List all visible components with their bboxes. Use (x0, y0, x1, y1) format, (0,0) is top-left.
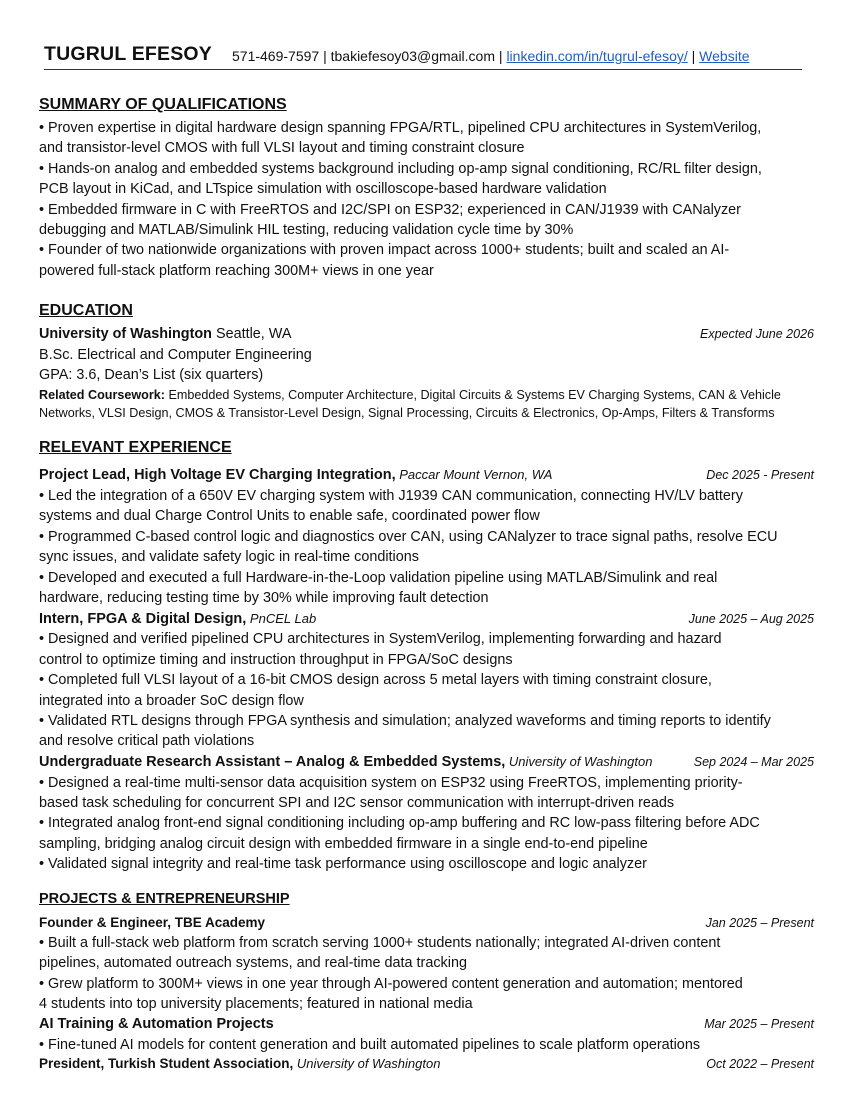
project-bullet-line: • Grew platform to 300M+ views in one year through AI-powered content generation and automation; mentored (39, 976, 743, 992)
summary-line: PCB layout in KiCad, and LTspice simulation with oscilloscope-based hardware validation (39, 181, 607, 197)
summary-line: • Hands-on analog and embedded systems background including op-amp signal conditioning, RC/RL filter design, (39, 161, 762, 177)
project-role: Founder & Engineer, TBE Academy (39, 915, 266, 930)
summary-line: powered full-stack platform reaching 300M+ views in one year (39, 263, 434, 279)
summary-line: debugging and MATLAB/Simulink HIL testing, reducing validation cycle time by 30% (39, 222, 574, 238)
job-date: Sep 2024 – Mar 2025 (693, 755, 814, 769)
website-link[interactable]: Website (699, 48, 750, 64)
job-bullet-line: • Validated signal integrity and real-time task performance using oscilloscope and logic analyzer (39, 856, 647, 872)
job-bullet-line: • Integrated analog front-end signal conditioning including op-amp buffering and RC low-pass filtering before ADC (39, 815, 760, 831)
project-role: President, Turkish Student Association, (39, 1056, 294, 1071)
linkedin-link[interactable]: linkedin.com/in/tugrul-efesoy/ (506, 48, 688, 64)
coursework-label: Related Coursework: (39, 388, 165, 402)
job-bullet-line: • Designed a real-time multi-sensor data acquisition system on ESP32 using FreeRTOS, implementing priority- (39, 775, 743, 791)
gpa: GPA: 3.6, Dean’s List (six quarters) (39, 367, 264, 383)
education-school-line (39, 324, 291, 344)
summary-line: • Proven expertise in digital hardware design spanning FPGA/RTL, pipelined CPU architectures in SystemVerilog, (39, 120, 762, 136)
contact-line (232, 48, 750, 64)
experience-section-title: RELEVANT EXPERIENCE (39, 439, 232, 456)
job-role: Undergraduate Research Assistant – Analog & Embedded Systems, (39, 754, 506, 770)
job-bullet-line: • Developed and executed a full Hardware-in-the-Loop validation pipeline using MATLAB/Simulink and real (39, 570, 718, 586)
job-date: June 2025 – Aug 2025 (688, 612, 814, 626)
job-bullet-line: hardware, reducing testing time by 30% while improving fault detection (39, 590, 489, 606)
job-bullet-line: systems and dual Charge Control Units to enable safe, coordinated power flow (39, 508, 540, 524)
separator: | (319, 48, 331, 64)
job-bullet-line: • Completed full VLSI layout of a 16-bit CMOS design across 5 metal layers with timing constraint closure, (39, 672, 712, 688)
email-address: tbakiefesoy03@gmail.com (330, 48, 496, 64)
project-bullet-line: • Built a full-stack web platform from scratch serving 1000+ students nationally; integrated AI-driven content (39, 935, 721, 951)
job-role: Project Lead, High Voltage EV Charging Integration, (39, 467, 396, 483)
coursework-line: Networks, VLSI Design, CMOS & Transistor-Level Design, Signal Processing, Circuits & Electronics, Op-Amps, Filters & Transforms (39, 406, 775, 420)
project-date: Oct 2022 – Present (706, 1057, 814, 1071)
project-bullet-line: pipelines, automated outreach systems, and real-time data tracking (39, 955, 467, 971)
job-org: PnCEL Lab (246, 611, 317, 626)
candidate-name: TUGRUL EFESOY (44, 43, 213, 65)
resume-header (44, 43, 802, 70)
job-role: Intern, FPGA & Digital Design, (39, 611, 247, 627)
job-bullet-line: and resolve critical path violations (39, 733, 255, 749)
job-bullet-line: • Led the integration of a 650V EV charging system with J1939 CAN communication, connecting HV/LV battery (39, 488, 743, 504)
school-location: Seattle, WA (211, 326, 292, 342)
project-bullet-line: 4 students into top university placements; featured in national media (39, 996, 473, 1012)
job-date: Dec 2025 - Present (706, 468, 814, 482)
degree: B.Sc. Electrical and Computer Engineering (39, 347, 312, 363)
phone-number: 571-469-7597 (232, 48, 320, 64)
education-section-title: EDUCATION (39, 302, 133, 319)
job-org: Paccar Mount Vernon, WA (395, 467, 553, 482)
coursework-text: Embedded Systems, Computer Architecture, Digital Circuits & Systems EV Charging Systems, CAN & Vehicle (164, 388, 781, 402)
job-title-line (39, 752, 652, 772)
job-org: University of Washington (505, 754, 653, 769)
coursework-line (39, 386, 781, 404)
school-name: University of Washington (39, 326, 212, 342)
project-date: Jan 2025 – Present (705, 916, 814, 930)
job-bullet-line: integrated into a broader SoC design flow (39, 693, 304, 709)
job-bullet-line: control to optimize timing and instruction throughput in FPGA/SoC designs (39, 652, 513, 668)
job-title-line (39, 465, 552, 485)
job-bullet-line: • Designed and verified pipelined CPU architectures in SystemVerilog, implementing forwarding and hazard (39, 631, 722, 647)
project-bullet-line: • Fine-tuned AI models for content generation and built automated pipelines to scale platform operations (39, 1037, 701, 1053)
job-bullet-line: • Programmed C-based control logic and diagnostics over CAN, using CANalyzer to trace signal paths, resolve ECU (39, 529, 778, 545)
summary-line: • Founder of two nationwide organizations with proven impact across 1000+ students; built and scaled an AI- (39, 242, 730, 258)
job-bullet-line: sampling, bridging analog circuit design with embedded firmware in a single end-to-end pipeline (39, 836, 648, 852)
summary-line: • Embedded firmware in C with FreeRTOS and I2C/SPI on ESP32; experienced in CAN/J1939 with CANalyzer (39, 202, 741, 218)
separator: | (495, 48, 507, 64)
separator: | (687, 48, 700, 64)
project-date: Mar 2025 – Present (704, 1017, 814, 1031)
project-title-line (39, 1054, 440, 1074)
projects-section-title: PROJECTS & ENTREPRENEURSHIP (39, 891, 290, 907)
project-org: University of Washington (293, 1056, 441, 1071)
job-bullet-line: based task scheduling for concurrent SPI and I2C sensor communication with interrupt-driven reads (39, 795, 675, 811)
job-bullet-line: sync issues, and validate safety logic in real-time conditions (39, 549, 419, 565)
job-bullet-line: • Validated RTL designs through FPGA synthesis and simulation; analyzed waveforms and timing reports to identify (39, 713, 771, 729)
summary-line: and transistor-level CMOS with full VLSI layout and timing constraint closure (39, 140, 525, 156)
education-date: Expected June 2026 (700, 327, 814, 341)
job-title-line (39, 609, 316, 629)
summary-section-title: SUMMARY OF QUALIFICATIONS (39, 96, 287, 113)
project-role: AI Training & Automation Projects (39, 1016, 274, 1032)
